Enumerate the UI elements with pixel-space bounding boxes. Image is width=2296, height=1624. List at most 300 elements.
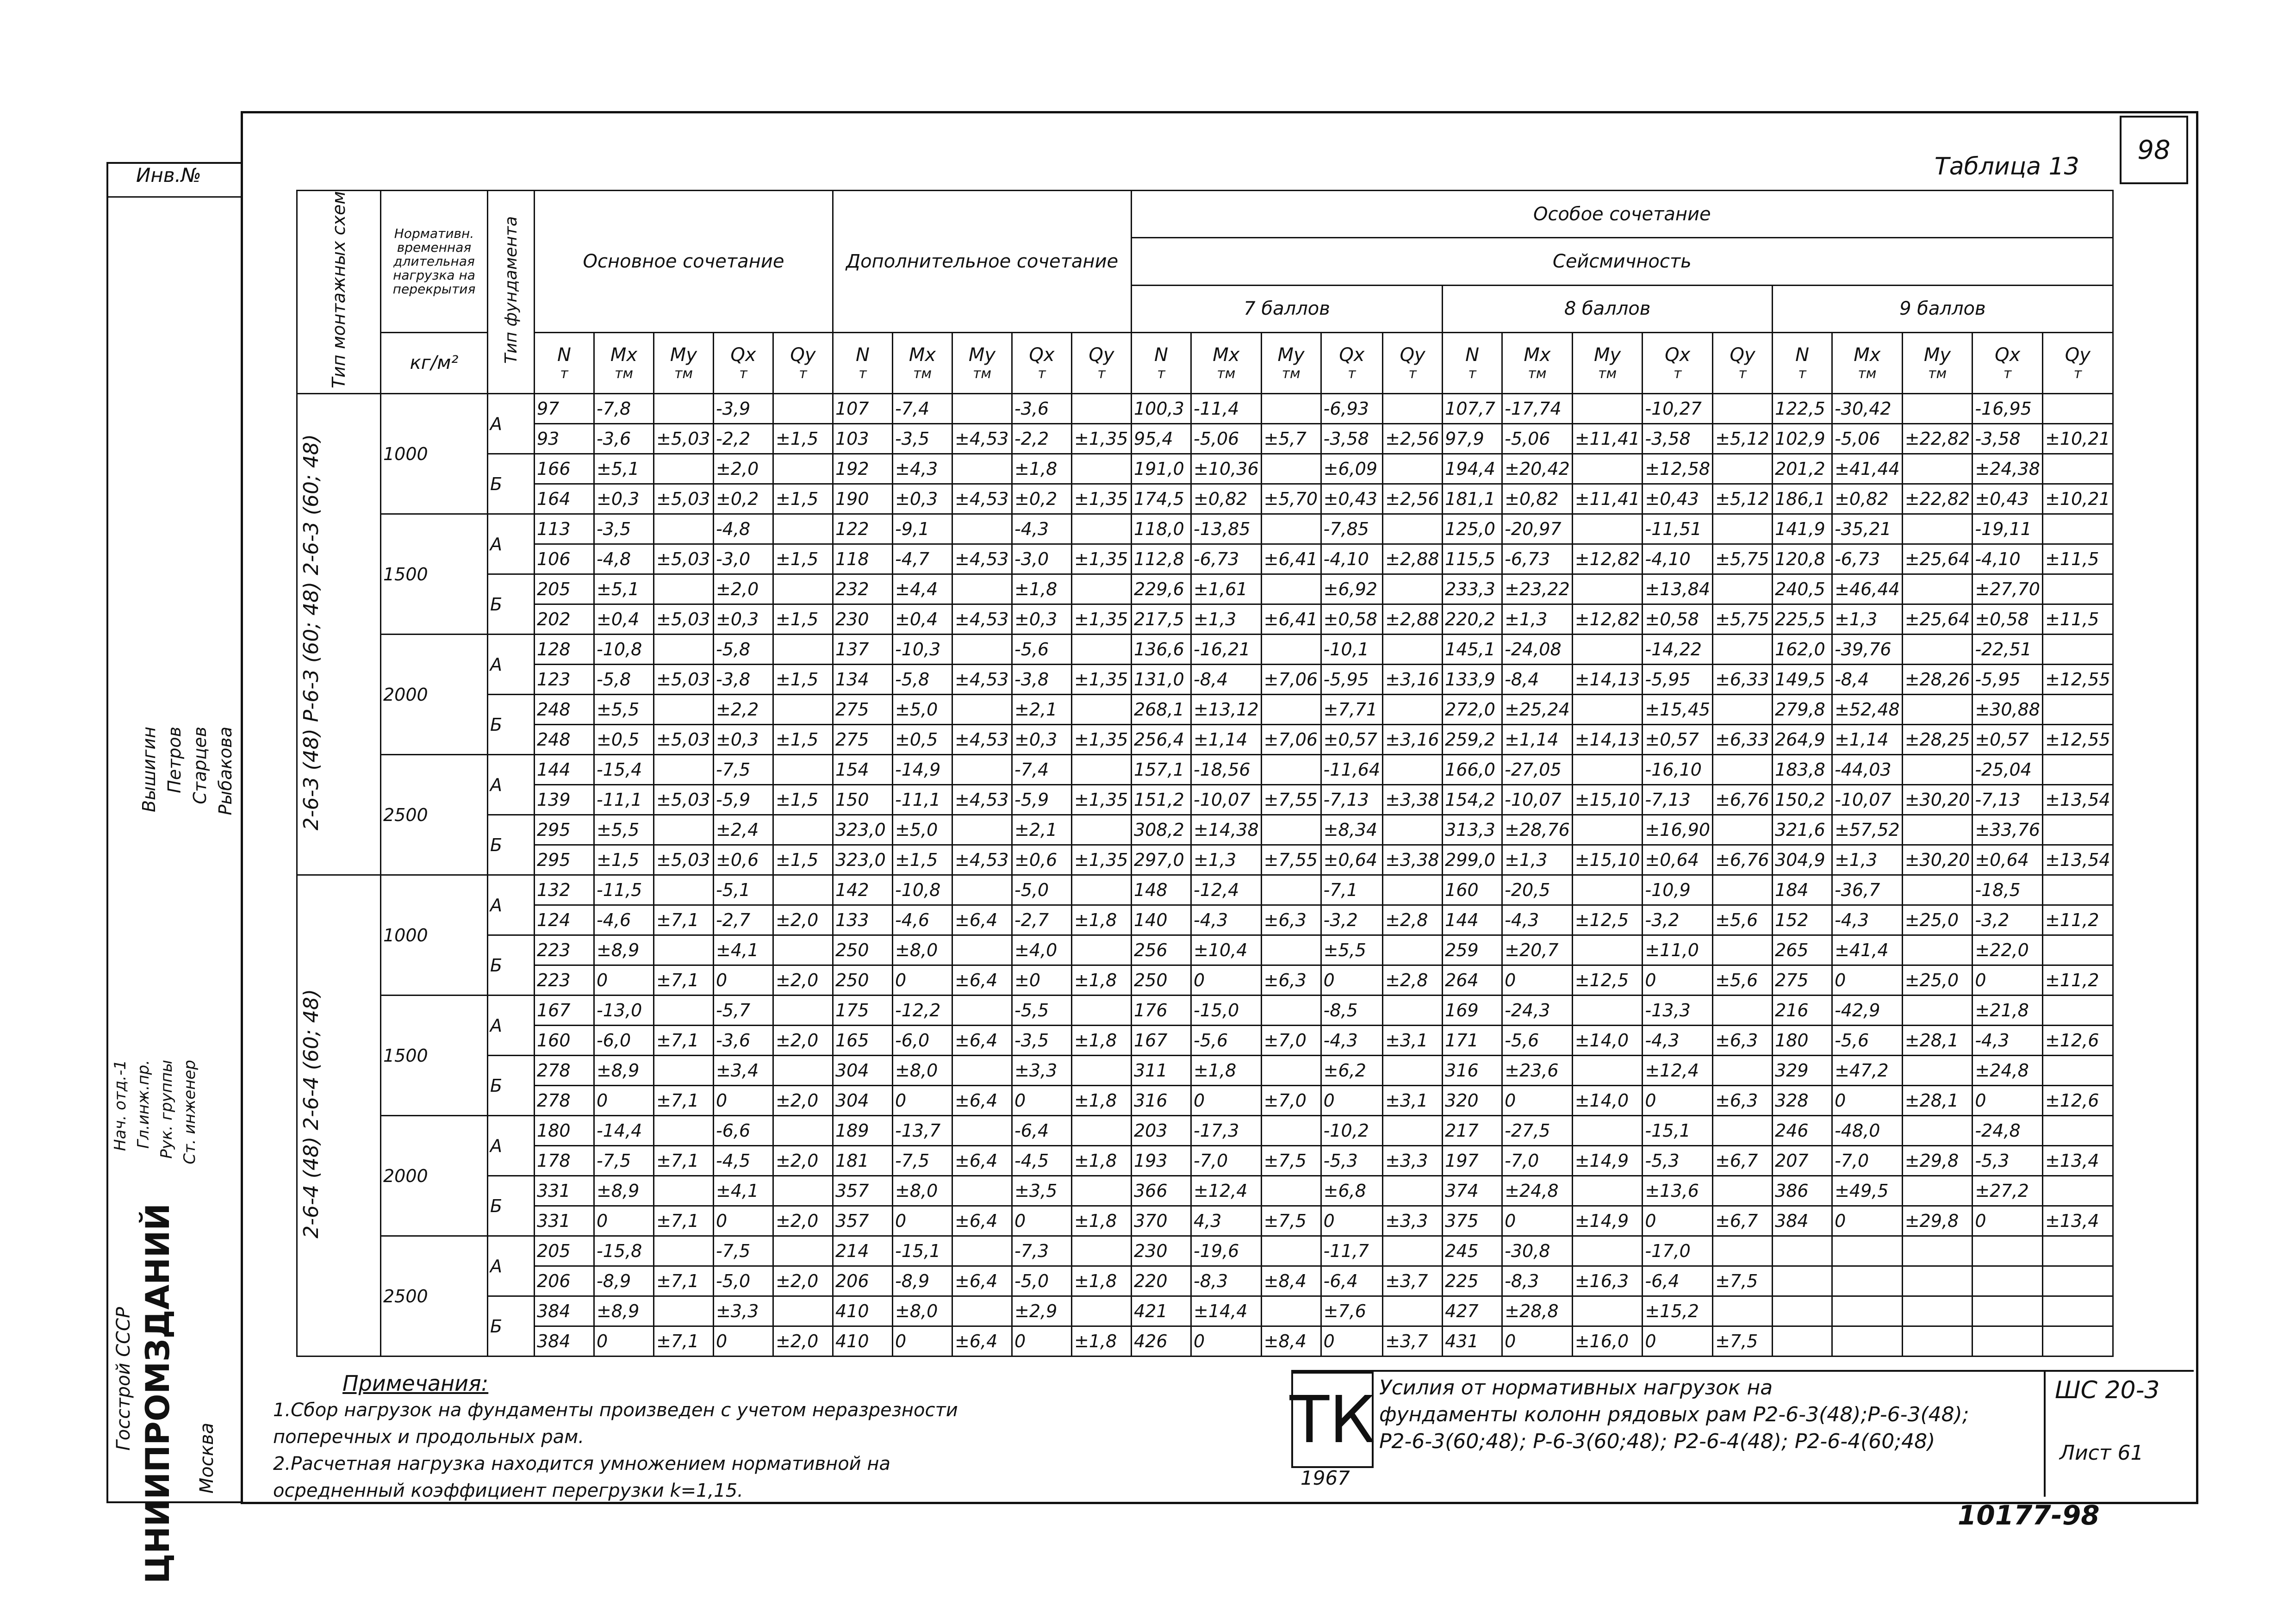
value-cell: -30,8 [1502,1236,1573,1266]
value-cell [773,514,833,544]
value-cell: 313,3 [1443,815,1502,845]
value-cell: -5,95 [1321,665,1383,695]
value-cell: 145,1 [1443,635,1502,665]
value-cell: 191,0 [1132,454,1191,484]
value-cell: -5,3 [1972,1146,2043,1176]
value-cell: ±12,6 [2042,1026,2113,1056]
value-cell: ±3,3 [1383,1206,1443,1236]
value-cell: -4,3 [1832,905,1903,935]
value-cell: 374 [1443,1176,1502,1206]
value-cell [2042,1056,2113,1086]
value-cell [1072,394,1132,424]
value-cell: 122 [833,514,893,544]
value-cell [1902,394,1972,424]
value-cell: ±0,43 [1972,484,2043,514]
value-cell: -5,6 [1012,635,1072,665]
value-cell: 167 [1132,1026,1191,1056]
sheet-number: 98 [2120,116,2188,184]
value-cell: 431 [1443,1326,1502,1356]
value-cell: ±1,5 [773,785,833,815]
value-cell: ±6,41 [1261,604,1321,635]
value-cell: 220 [1132,1266,1191,1296]
value-cell: 189 [833,1116,893,1146]
value-cell: 112,8 [1132,544,1191,574]
value-cell: ±5,5 [594,695,654,725]
value-cell [1383,815,1443,845]
value-cell: ±7,5 [1713,1326,1773,1356]
value-cell: 102,9 [1773,424,1832,454]
value-cell: ±12,6 [2042,1086,2113,1116]
value-cell: ±6,7 [1713,1146,1773,1176]
value-cell: ±13,54 [2042,785,2113,815]
value-cell [1902,1176,1972,1206]
value-cell: ±1,14 [1191,725,1262,755]
value-cell: ±7,1 [654,905,714,935]
value-cell: ±16,0 [1572,1326,1643,1356]
value-cell [1261,574,1321,604]
value-cell: ±22,0 [1972,935,2043,965]
value-cell: -8,4 [1191,665,1262,695]
table-row [297,424,2113,454]
value-cell: -20,97 [1502,514,1573,544]
value-cell: ±6,4 [952,1146,1012,1176]
value-cell: ±2,0 [714,574,773,604]
value-cell: 140 [1132,905,1191,935]
value-cell: -22,51 [1972,635,2043,665]
value-cell [773,394,833,424]
value-cell [2042,635,2113,665]
value-cell: -3,58 [1321,424,1383,454]
value-cell [1383,755,1443,785]
value-cell: 0 [1643,1326,1713,1356]
value-cell: ±13,12 [1191,695,1262,725]
value-cell: ±27,70 [1972,574,2043,604]
value-cell: 0 [1832,965,1903,996]
value-cell [1572,996,1643,1026]
value-cell: ±20,7 [1502,935,1573,965]
value-cell: -27,5 [1502,1116,1573,1146]
value-cell: 230 [833,604,893,635]
value-cell: 0 [714,1326,773,1356]
value-cell: ±6,2 [1321,1056,1383,1086]
value-cell: ±22,82 [1902,484,1972,514]
value-cell: 0 [1832,1086,1903,1116]
group-s7: 7 баллов [1132,285,1443,332]
notes [273,1370,958,1504]
value-cell: 154,2 [1443,785,1502,815]
value-cell: 128 [535,635,594,665]
value-cell: ±15,10 [1572,845,1643,875]
value-cell [2042,1176,2113,1206]
value-cell: -5,3 [1321,1146,1383,1176]
value-cell: ±4,53 [952,484,1012,514]
value-cell: 0 [1191,965,1262,996]
value-cell: ±8,34 [1321,815,1383,845]
value-cell: ±24,8 [1972,1056,2043,1086]
value-cell [1261,996,1321,1026]
schema-type-cell: 2-6-4 (48) 2-6-4 (60; 48) [297,875,381,1356]
value-cell: 97,9 [1443,424,1502,454]
value-cell: 250 [833,965,893,996]
value-cell: ±10,4 [1191,935,1262,965]
caption-line: фундаменты колонн рядовых рам Р2-6-3(48);Р-6-3(48); [1379,1403,1969,1426]
value-cell: -10,8 [594,635,654,665]
value-cell: 166 [535,454,594,484]
value-cell: ±13,4 [2042,1146,2113,1176]
subcol-mx: Mx тм [1191,332,1262,393]
value-cell [1572,875,1643,905]
value-cell: ±33,76 [1972,815,2043,845]
value-cell [1572,815,1643,845]
subcol-mx: Mx тм [1502,332,1573,393]
table-row [297,514,2113,544]
value-cell: ±4,4 [893,574,952,604]
value-cell: 256,4 [1132,725,1191,755]
value-cell: -24,8 [1972,1116,2043,1146]
value-cell [1072,1056,1132,1086]
value-cell: ±25,24 [1502,695,1573,725]
value-cell: -10,07 [1832,785,1903,815]
value-cell [1713,514,1773,544]
value-cell: 329 [1773,1056,1832,1086]
subcol-my: My тм [952,332,1012,393]
subcol-n: N т [1443,332,1502,393]
value-cell: 97 [535,394,594,424]
value-cell: 0 [714,965,773,996]
value-cell: -3,6 [594,424,654,454]
value-cell [773,1236,833,1266]
value-cell [1261,1236,1321,1266]
value-cell: ±1,35 [1072,544,1132,574]
value-cell: ±3,38 [1383,785,1443,815]
value-cell: ±14,9 [1572,1146,1643,1176]
value-cell: -3,8 [714,665,773,695]
value-cell: 0 [714,1086,773,1116]
value-cell: ±2,4 [714,815,773,845]
value-cell: ±8,0 [893,1296,952,1326]
value-cell: 248 [535,695,594,725]
value-cell [2042,996,2113,1026]
value-cell: -2,2 [714,424,773,454]
value-cell: 311 [1132,1056,1191,1086]
value-cell: ±6,09 [1321,454,1383,484]
value-cell: -15,8 [594,1236,654,1266]
value-cell [773,755,833,785]
value-cell [654,996,714,1026]
value-cell [1572,695,1643,725]
value-cell [1572,1296,1643,1326]
value-cell: ±5,1 [594,574,654,604]
foundation-type-cell: Б [488,1056,535,1116]
value-cell: ±6,76 [1713,845,1773,875]
subcol-qy: Qy т [1072,332,1132,393]
value-cell: 160 [535,1026,594,1056]
value-cell [1261,1296,1321,1326]
value-cell [2042,695,2113,725]
value-cell: 308,2 [1132,815,1191,845]
value-cell: ±29,8 [1902,1146,1972,1176]
value-cell: 193 [1132,1146,1191,1176]
value-cell: -5,06 [1191,424,1262,454]
value-cell: 278 [535,1056,594,1086]
value-cell: 229,6 [1132,574,1191,604]
value-cell: 246 [1773,1116,1832,1146]
value-cell [1713,1116,1773,1146]
value-cell: ±52,48 [1832,695,1903,725]
value-cell: ±1,5 [773,665,833,695]
value-cell [2042,815,2113,845]
value-cell [1261,935,1321,965]
value-cell: 421 [1132,1296,1191,1326]
value-cell: -4,10 [1643,544,1713,574]
value-cell: 225 [1443,1266,1502,1296]
value-cell: 152 [1773,905,1832,935]
value-cell: -30,42 [1832,394,1903,424]
value-cell [1713,1236,1773,1266]
value-cell [1902,635,1972,665]
value-cell: ±1,8 [1072,1266,1132,1296]
value-cell: ±30,20 [1902,845,1972,875]
table-row [297,875,2113,905]
value-cell: 316 [1132,1086,1191,1116]
value-cell [654,574,714,604]
table-row [297,965,2113,996]
value-cell [1261,635,1321,665]
value-cell: 115,5 [1443,544,1502,574]
value-cell: -17,0 [1643,1236,1713,1266]
org-name: ЦНИИПРОМЗДАНИЙ [139,1203,177,1584]
value-cell: 136,6 [1132,635,1191,665]
value-cell: 132 [535,875,594,905]
value-cell: ±2,0 [773,1206,833,1236]
value-cell: -11,64 [1321,755,1383,785]
value-cell: 225,5 [1773,604,1832,635]
value-cell: 275 [1773,965,1832,996]
value-cell: -5,9 [714,785,773,815]
stamp-sheet-label: Лист 61 [2060,1441,2144,1465]
table-row [297,544,2113,574]
value-cell [1713,695,1773,725]
value-cell: ±7,55 [1261,845,1321,875]
stamp-caption [1375,1372,2046,1497]
table-row [297,845,2113,875]
value-cell: ±3,3 [714,1296,773,1326]
value-cell: -7,5 [714,1236,773,1266]
value-cell: ±6,33 [1713,665,1773,695]
value-cell: 133 [833,905,893,935]
value-cell: ±12,82 [1572,604,1643,635]
value-cell [773,875,833,905]
value-cell [654,394,714,424]
value-cell: 113 [535,514,594,544]
value-cell: ±23,22 [1502,574,1573,604]
value-cell: 299,0 [1443,845,1502,875]
value-cell [1572,1236,1643,1266]
value-cell: ±1,3 [1502,845,1573,875]
value-cell: 197 [1443,1146,1502,1176]
value-cell: ±0,4 [893,604,952,635]
value-cell: -15,0 [1191,996,1262,1026]
value-cell: -17,3 [1191,1116,1262,1146]
value-cell: ±0,64 [1972,845,2043,875]
value-cell: 0 [1502,1206,1573,1236]
value-cell [1572,635,1643,665]
value-cell: ±5,6 [1713,905,1773,935]
value-cell: -15,4 [594,755,654,785]
foundation-type-cell: А [488,1236,535,1296]
value-cell: 0 [1502,965,1573,996]
value-cell: 328 [1773,1086,1832,1116]
subcol-mx: Mx тм [893,332,952,393]
subcol-qy: Qy т [773,332,833,393]
value-cell [1713,394,1773,424]
value-cell: ±5,12 [1713,484,1773,514]
value-cell: -39,76 [1832,635,1903,665]
value-cell: 0 [1643,965,1713,996]
value-cell: ±12,82 [1572,544,1643,574]
value-cell [1902,1236,1972,1266]
value-cell: -16,21 [1191,635,1262,665]
value-cell [1713,935,1773,965]
subcol-mx: Mx тм [594,332,654,393]
value-cell: 106 [535,544,594,574]
value-cell: ±11,2 [2042,965,2113,996]
table-row [297,574,2113,604]
value-cell: ±12,55 [2042,725,2113,755]
value-cell: ±0,57 [1972,725,2043,755]
value-cell: -7,13 [1972,785,2043,815]
side-role: Ст. инженер [180,1060,199,1164]
value-cell [1261,695,1321,725]
value-cell: 316 [1443,1056,1502,1086]
value-cell: ±1,5 [773,725,833,755]
value-cell: -2,7 [714,905,773,935]
value-cell: -5,3 [1643,1146,1713,1176]
value-cell [1572,394,1643,424]
value-cell: ±8,0 [893,1176,952,1206]
foundation-type-cell: Б [488,1176,535,1236]
value-cell: 0 [1502,1326,1573,1356]
value-cell: ±0,58 [1972,604,2043,635]
value-cell: ±22,82 [1902,424,1972,454]
value-cell: ±46,44 [1832,574,1903,604]
subcol-my: My тм [1261,332,1321,393]
value-cell: -15,1 [1643,1116,1713,1146]
value-cell: 103 [833,424,893,454]
value-cell: ±2,0 [773,1326,833,1356]
value-cell: 0 [1972,1206,2043,1236]
value-cell: 95,4 [1132,424,1191,454]
subcol-my: My тм [1902,332,1972,393]
value-cell: -5,9 [1012,785,1072,815]
value-cell: -8,3 [1502,1266,1573,1296]
side-name: Петров [164,727,185,793]
value-cell [1902,875,1972,905]
value-cell [773,1056,833,1086]
value-cell [1773,1296,1832,1326]
value-cell: ±41,44 [1832,454,1903,484]
value-cell: 304 [833,1056,893,1086]
value-cell: 120,8 [1773,544,1832,574]
value-cell: ±12,4 [1643,1056,1713,1086]
value-cell: 0 [1012,1206,1072,1236]
value-cell: ±2,0 [773,1026,833,1056]
value-cell [2042,514,2113,544]
value-cell: 275 [833,695,893,725]
value-cell [1572,935,1643,965]
table-row [297,996,2113,1026]
value-cell: 118,0 [1132,514,1191,544]
value-cell: ±6,4 [952,1326,1012,1356]
caption-line: Р2-6-3(60;48); Р-6-3(60;48); Р2-6-4(48); Р2-6-4(60;48) [1379,1430,1935,1453]
value-cell: ±7,55 [1261,785,1321,815]
value-cell: -18,5 [1972,875,2043,905]
value-cell: -5,95 [1972,665,2043,695]
value-cell: -17,74 [1502,394,1573,424]
value-cell: ±1,3 [1191,845,1262,875]
value-cell: ±25,0 [1902,905,1972,935]
value-cell [1072,935,1132,965]
value-cell [952,394,1012,424]
value-cell: 137 [833,635,893,665]
value-cell: -24,3 [1502,996,1573,1026]
value-cell: 232 [833,574,893,604]
value-cell: ±6,4 [952,1086,1012,1116]
value-cell: ±6,7 [1713,1206,1773,1236]
value-cell: ±11,41 [1572,424,1643,454]
load-cell: 1500 [381,996,488,1116]
value-cell: 0 [1321,965,1383,996]
value-cell: -11,7 [1321,1236,1383,1266]
value-cell: 0 [1012,1326,1072,1356]
value-cell: ±14,13 [1572,725,1643,755]
value-cell [1902,1326,1972,1356]
value-cell: 149,5 [1773,665,1832,695]
value-cell: ±1,35 [1072,484,1132,514]
group-s8: 8 баллов [1443,285,1773,332]
value-cell: 206 [535,1266,594,1296]
value-cell [1902,755,1972,785]
foundation-type-cell: Б [488,695,535,755]
value-cell [654,1236,714,1266]
value-cell: 240,5 [1773,574,1832,604]
value-cell: -4,3 [1643,1026,1713,1056]
value-cell: ±0,43 [1643,484,1713,514]
value-cell: 366 [1132,1176,1191,1206]
side-role: Рук. группы [157,1060,176,1159]
value-cell: ±0,3 [594,484,654,514]
value-cell: ±1,35 [1072,604,1132,635]
value-cell: ±2,0 [773,1146,833,1176]
value-cell: -8,4 [1502,665,1573,695]
value-cell: -7,13 [1643,785,1713,815]
value-cell: ±12,55 [2042,665,2113,695]
value-cell: -6,4 [1643,1266,1713,1296]
value-cell: -13,85 [1191,514,1262,544]
table-row [297,755,2113,785]
value-cell: ±14,4 [1191,1296,1262,1326]
inv-cell [108,164,243,198]
foundation-type-cell: Б [488,1296,535,1356]
value-cell: -35,21 [1832,514,1903,544]
value-cell: 331 [535,1176,594,1206]
subcol-n: N т [1132,332,1191,393]
value-cell [1383,1176,1443,1206]
value-cell: 220,2 [1443,604,1502,635]
value-cell: ±5,03 [654,785,714,815]
value-cell: -10,8 [893,875,952,905]
value-cell: ±7,1 [654,1026,714,1056]
